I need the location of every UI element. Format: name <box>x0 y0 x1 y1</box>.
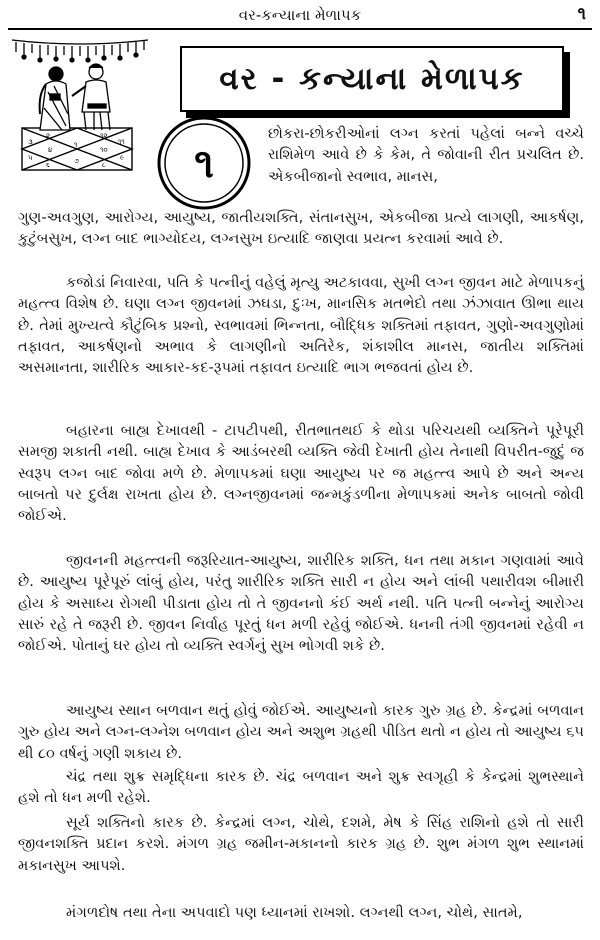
running-title: વર-કન્યાના મેળાપક <box>238 6 362 24</box>
chart-house-2: ૨ <box>46 132 51 140</box>
chart-house-10: ૧૦ <box>100 146 108 154</box>
running-header <box>8 4 592 28</box>
page-number: ૧ <box>577 4 586 24</box>
chart-house-8: ૮ <box>102 161 106 169</box>
chart-house-3: ૩ <box>28 138 33 146</box>
chart-house-11: ૧૧ <box>118 138 125 146</box>
chart-house-5: ૫ <box>28 154 33 162</box>
paragraph-importance: કજોડાં નિવારવા, પતિ કે પત્નીનું વહેલું મૃત્યુ અટકાવવા, સુખી લગ્ન જીવન માટે મેળાપકનું મહત્ત્વ વિશેષ છે. ઘણા લગ્ન જીવનમાં ઝઘડા, દુઃખ, માનસિક મતભેદો તથા ઝંઝાવાત ઊભા થાય છે. તેમાં મુખ્યત્વે કૌટુંબિક પ્રશ્નો, સ્વભાવમાં ભિન્નતા, બૌદ્ધિક શક્તિમાં તફાવત, ગુણો-અવગુણોમાં તફાવત, આકર્ષણનો અભાવ કે લાગણીનો અતિરેક, શંકાશીલ માનસ, જાતીય શક્તિમાં અસમાનતા, શારીરિક આકાર-કદ-રૂપમાં તફાવત ઇત્યાદિ ભાગ ભજવતાં હોય છે. <box>18 274 584 377</box>
header-rule <box>8 28 592 30</box>
paragraph-prosperity: ચંદ્ર તથા શુક્ર સમૃદ્ધિના કારક છે. ચંદ્ર બળવાન અને શુક્ર સ્વગૃહી કે કેન્દ્રમાં શુભસ્થાને હશે તો ધન મળી રહેશે. <box>18 768 584 807</box>
paragraph-intro: છોકરા-છોકરીઓનાં લગ્ન કરતાં પહેલાં બન્ને વચ્ચે રાશિમેળ આવે છે કે કેમ, તે જોવાની રીત પ્રચલિત છે. એકબીજાનો સ્વભાવ, માનસ, <box>268 125 584 185</box>
paragraph-life-needs: જીવનની મહત્ત્વની જરૂરિયાત-આયુષ્ય, શારીરિક શક્તિ, ધન તથા મકાન ગણવામાં આવે છે. આયુષ્ય પૂરેપૂરું લાંબું હોય, પરંતુ શારીરિક શક્તિ સારી ન હોય અને લાંબી પથારીવશ બીમારી હોય કે અસાધ્ય રોગથી પીડાતા હોય તો તે જીવનનો કંઈ અર્થ નથી. પતિ પત્ની બન્નેનું આરોગ્ય સારું રહે તે જરૂરી છે. જીવન નિર્વાહ પૂરતું ધન મળી રહેવું જોઈએ. ધનની તંગી જીવનમાં રહેવી ન જોઈએ. પોતાનું ઘર હોય તો વ્યક્તિ સ્વર્ગનું સુખ ભોગવી શકે છે. <box>18 552 584 655</box>
paragraph-vitality: સૂર્ય શક્તિનો કારક છે. કેન્દ્રમાં લગ્ન, ચોથે, દશમે, મેષ કે સિંહ રાશિનો હશે તો સારી જીવનશક્તિ પ્રદાન કરશે. મંગળ ગ્રહ જમીન-મકાનનો કારક ગ્રહ છે. શુભ મંગળ શુભ સ્થાનમાં મકાનસુખ આપશે. <box>18 814 584 874</box>
chapter-title: વર - કન્યાના મેળાપક <box>219 60 525 97</box>
bride-figure <box>40 67 70 130</box>
chart-house-9: ૯ <box>120 154 125 162</box>
paragraph-longevity: આયુષ્ય સ્થાન બળવાન થતું હોવું જોઈએ. આયુષ્યનો કારક ગુરુ ગ્રહ છે. કેન્દ્રમાં બળવાન ગુરુ હોય અને લગ્ન-લગ્નેશ બળવાન હોય અને અશુભ ગ્રહથી પીડિત થતો ન હોય તો આયુષ્ય ૬૫ થી ૮૦ વર્ષનું ગણી શકાય છે. <box>18 702 584 762</box>
paragraph-intro-continued: ગુણ-અવગુણ, આરોગ્ય, આયુષ્ય, જાતીયશક્તિ, સંતાનસુખ, એકબીજા પ્રત્યે લાગણી, આકર્ષણ, કુટુંબસુખ, લગ્ન બાદ ભાગ્યોદય, લગ્નસુખ ઇત્યાદિ જાણવા પ્રયત્ન કરવામાં આવે છે. <box>18 209 584 248</box>
chapter-title-box <box>180 46 564 112</box>
paragraph-appearance: બહારના બાહ્ય દેખાવથી - ટાપટીપથી, રીતભાતથઈ કે થોડા પરિચયથી વ્યક્તિને પૂરેપૂરી સમજી શકાતી નથી. બાહ્ય દેખાવ કે આડંબરથી વ્યક્તિ જેવી દેખાતી હોય તેનાથી વિપરીત-જુદું જ સ્વરૂપ લગ્ન બાદ જોવા મળે છે. મેળાપકમાં ઘણા આયુષ્ય પર જ મહત્ત્વ આપે છે અને અન્ય બાબતો પર દુર્લક્ષ રાખતા હોય છે. લગ્નજીવનમાં જન્મકુંડળીના મેળાપકમાં અનેક બાબતો જોવી જોઈએ. <box>18 422 584 525</box>
couple-horoscope-illustration <box>10 34 150 172</box>
garland-decoration <box>12 40 148 62</box>
chart-house-12: ૧૨ <box>100 132 108 140</box>
chart-house-1: ૧ <box>74 141 78 149</box>
chart-house-6: ૬ <box>46 161 50 169</box>
chart-house-4: ૪ <box>48 146 53 154</box>
chapter-number-badge <box>150 114 258 212</box>
paragraph-mangal-dosh: મંગળદોષ તથા તેના અપવાદો પણ ધ્યાનમાં રાખશો. લગ્નથી લગ્ન, ચોથે, સાતમે, <box>66 904 523 921</box>
chart-house-7: ૭ <box>74 157 79 165</box>
groom-figure <box>72 64 110 130</box>
chapter-number: ૧ <box>194 141 214 187</box>
